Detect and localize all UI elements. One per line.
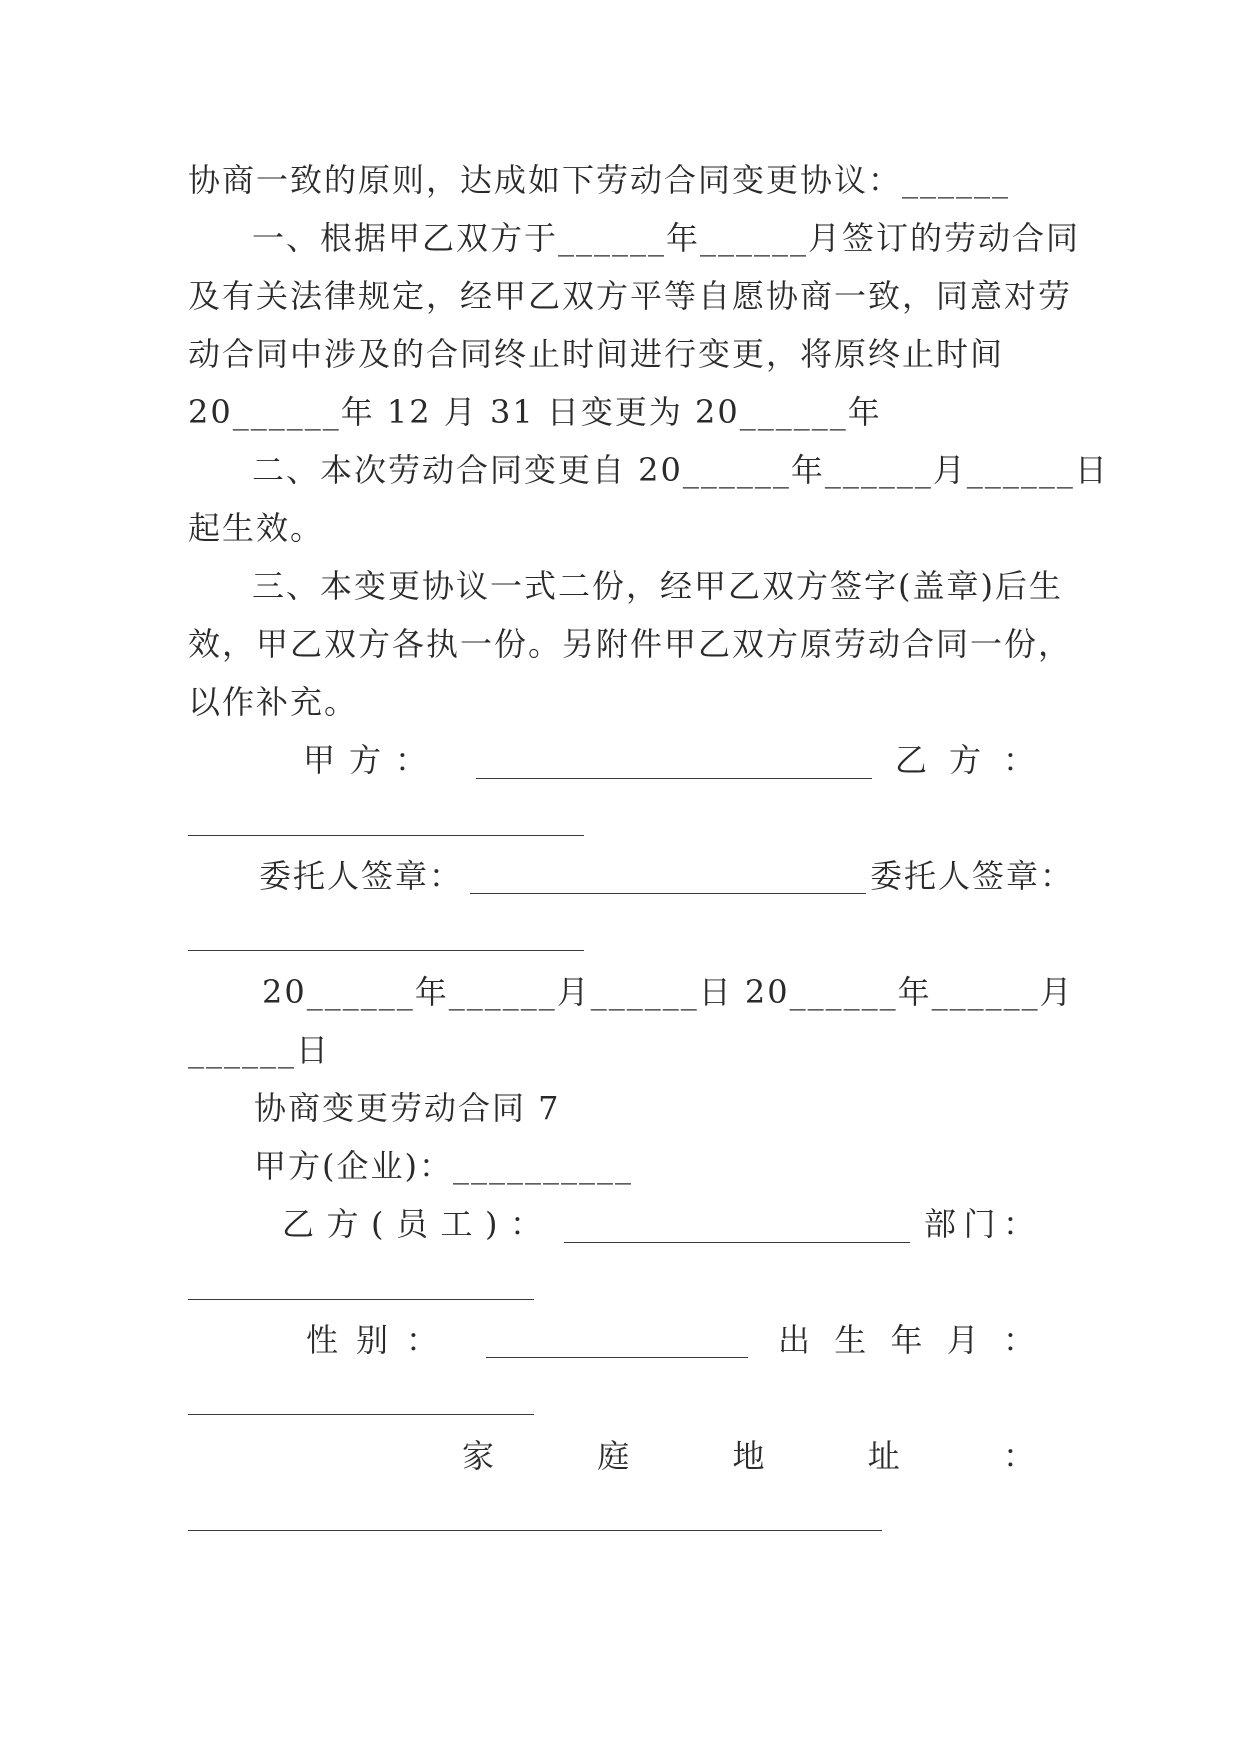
section-title: 协商变更劳动合同 7 [254,1089,561,1127]
birth-char: 年 [890,1321,923,1359]
signature-date-line: 20______年______月______日 20______年______月 [262,973,1074,1011]
employee-name-line[interactable] [564,1242,910,1243]
party-a-char: ： [394,741,427,779]
employer-label: 甲方(企业)：__________ [254,1147,633,1185]
clause-3-line-1: 三、本变更协议一式二份，经甲乙双方签字(盖章)后生 [252,567,1063,605]
employee-char: 乙 [282,1205,315,1243]
agent-sign-b-label: 委托人签章： [870,857,1075,895]
birth-date-line[interactable] [188,1414,534,1415]
clause-3-line-2: 效，甲乙双方各执一份。另附件甲乙双方原劳动合同一份， [188,625,1073,663]
address-char: 址 [867,1437,900,1475]
party-b-char: ： [1002,741,1035,779]
gender-label [306,1320,438,1360]
address-label [462,1436,1035,1476]
employee-char: 工 [440,1205,473,1243]
employee-char: 员 [395,1205,428,1243]
birth-char: ： [1002,1321,1035,1359]
agent-sign-b-line[interactable] [188,950,584,951]
party-a-label [303,740,427,780]
text-line-agreement-intro: 协商一致的原则，达成如下劳动合同变更协议：______ [188,161,1011,199]
address-char: 地 [732,1437,765,1475]
address-char: ： [1002,1437,1035,1475]
party-a-char: 甲 [303,741,336,779]
gender-char: 别 [355,1321,388,1359]
clause-1-line-2: 及有关法律规定，经甲乙双方平等自愿协商一致，同意对劳 [188,277,1073,315]
employee-char: 方 [326,1205,359,1243]
dept-char: 部 [924,1205,957,1243]
party-b-char: 乙 [895,741,928,779]
clause-1-line-1: 一、根据甲乙双方于______年______月签订的劳动合同 [252,219,1081,257]
birth-label [778,1320,1035,1360]
dept-char: ： [1002,1205,1035,1243]
employee-char: ： [509,1205,542,1243]
employee-char: ( [371,1205,384,1243]
party-b-signature-line[interactable] [188,835,584,836]
department-line[interactable] [188,1299,534,1300]
party-b-label [895,740,1035,780]
home-address-line[interactable] [188,1530,882,1531]
party-a-char: 方 [348,741,381,779]
party-a-signature-line[interactable] [476,778,872,779]
clause-1-line-4: 20______年 12 月 31 日变更为 20______年 [188,393,882,431]
clause-1-line-3: 动合同中涉及的合同终止时间进行变更，将原终止时间 [188,335,1005,373]
department-label [924,1204,1035,1244]
clause-2-line-1: 二、本次劳动合同变更自 20______年______月______日 [252,451,1109,489]
birth-char: 出 [778,1321,811,1359]
address-char: 庭 [597,1437,630,1475]
employee-char: ) [484,1205,498,1243]
clause-2-line-2: 起生效。 [188,509,325,547]
clause-3-line-3: 以作补充。 [188,683,359,721]
agent-sign-a-line[interactable] [470,893,866,894]
gender-char: ： [405,1321,438,1359]
gender-char: 性 [306,1321,339,1359]
party-b-char: 方 [948,741,981,779]
birth-char: 生 [834,1321,867,1359]
address-char: 家 [462,1437,495,1475]
birth-char: 月 [946,1321,979,1359]
gender-line[interactable] [486,1357,748,1358]
signature-date-line-2: ______日 [188,1031,331,1069]
dept-char: 门 [963,1205,996,1243]
employee-label [282,1204,542,1244]
agent-sign-a-label: 委托人签章： [259,857,464,895]
